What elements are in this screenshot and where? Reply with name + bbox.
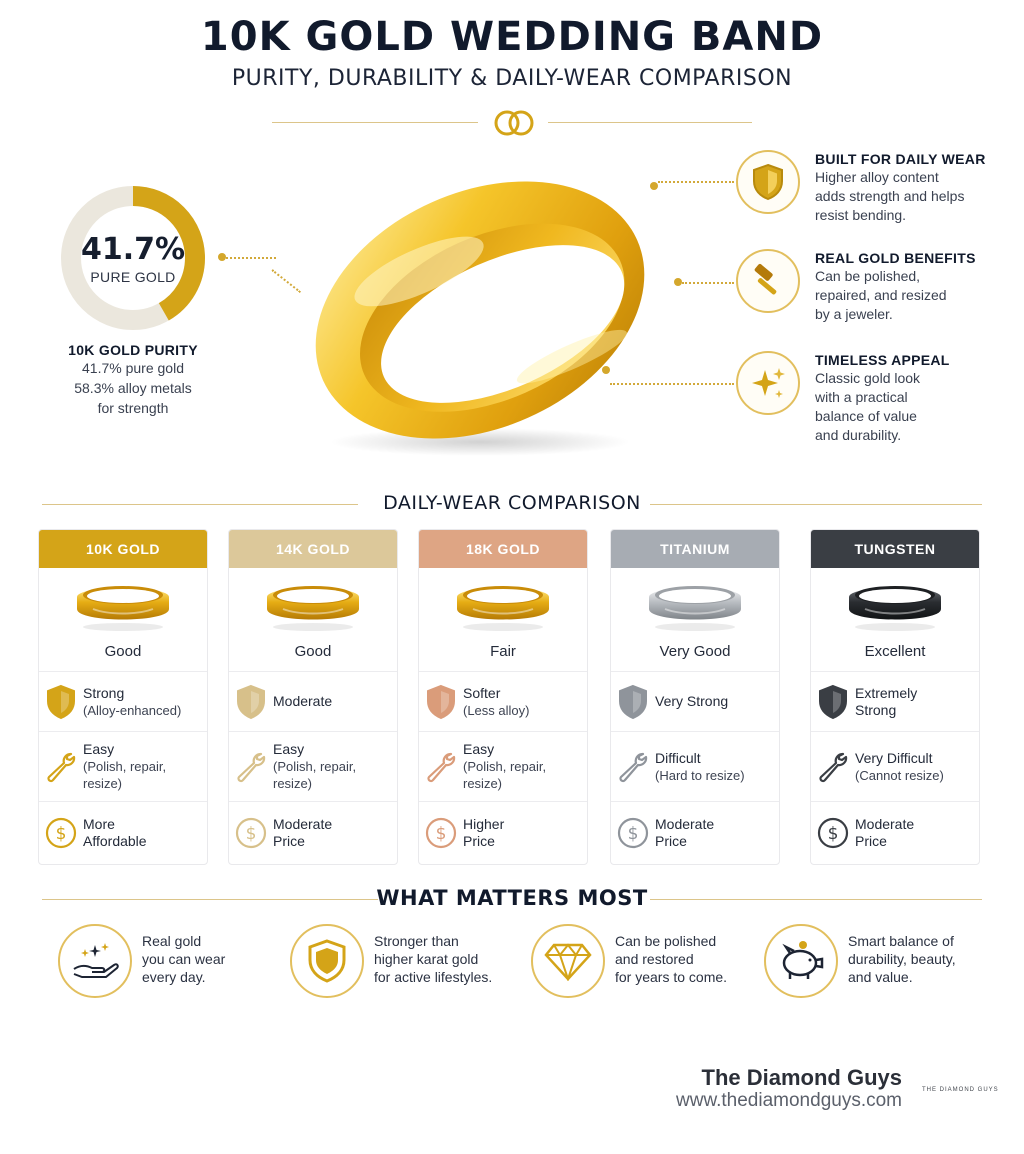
repair-sub: (Polish, repair,	[83, 759, 167, 774]
matter-line: higher karat gold	[374, 951, 479, 967]
connector-line	[610, 383, 734, 385]
repair-label: Easy	[463, 741, 495, 757]
feature-title: REAL GOLD BENEFITS	[815, 250, 976, 266]
price-label: Price	[273, 833, 305, 849]
card-ring-image	[229, 568, 397, 638]
svg-text:$: $	[245, 824, 257, 844]
matter-item-strength	[290, 924, 520, 1000]
card-price-row	[39, 802, 207, 864]
repair-sub: resize)	[83, 776, 123, 791]
repair-sub: resize)	[273, 776, 313, 791]
connector-line	[658, 181, 734, 183]
purity-label: PURE GOLD	[90, 268, 176, 285]
price-label: Price	[855, 833, 887, 849]
strength-label: Moderate	[273, 693, 333, 709]
sparkle-icon	[736, 351, 800, 415]
purity-line: for strength	[97, 400, 169, 416]
page-title: 10K GOLD WEDDING BAND	[200, 14, 824, 60]
price-label: Moderate	[855, 816, 915, 832]
card-rating: Good	[39, 638, 207, 672]
card-strength-row	[39, 672, 207, 732]
interlocked-rings-icon	[489, 108, 539, 138]
matter-line: and restored	[615, 951, 694, 967]
dollar-icon	[39, 817, 83, 849]
purity-title: 10K GOLD PURITY	[68, 342, 198, 358]
price-label: Price	[463, 833, 495, 849]
strength-label: Very Strong	[655, 693, 729, 709]
repair-sub: resize)	[463, 776, 503, 791]
connector-dot	[218, 253, 226, 261]
price-label: Moderate	[655, 816, 715, 832]
feature-desc: adds strength and helps	[815, 188, 965, 204]
strength-sub: (Less alloy)	[463, 702, 530, 718]
repair-sub: (Hard to resize)	[655, 767, 745, 783]
dollar-icon	[229, 817, 273, 849]
price-label: Moderate	[273, 816, 333, 832]
repair-sub: (Polish, repair,	[273, 759, 357, 774]
repair-sub: (Cannot resize)	[855, 767, 944, 783]
card-strength-row	[229, 672, 397, 732]
svg-text:$: $	[55, 824, 67, 844]
matter-item-wear	[58, 924, 288, 1000]
matter-line: Smart balance of	[848, 933, 954, 949]
comparison-card	[418, 529, 588, 865]
card-price-row	[611, 802, 779, 864]
feature-desc: balance of value	[815, 408, 917, 424]
card-repair-row	[611, 732, 779, 802]
title-divider-right	[548, 122, 752, 123]
purity-description	[38, 342, 228, 418]
card-rating: Very Good	[611, 638, 779, 672]
wrench-icon	[811, 751, 855, 783]
price-label: Higher	[463, 816, 505, 832]
card-header: TUNGSTEN	[811, 530, 979, 568]
brand-url[interactable]: www.thediamondguys.com	[676, 1090, 902, 1111]
matter-line: and value.	[848, 969, 913, 985]
card-strength-row	[811, 672, 979, 732]
hammer-icon	[736, 249, 800, 313]
card-header: 14K GOLD	[229, 530, 397, 568]
diamond-icon	[531, 924, 605, 998]
dollar-icon	[611, 817, 655, 849]
repair-label: Difficult	[655, 749, 701, 766]
feature-desc: Classic gold look	[815, 370, 921, 386]
strength-label: Extremely	[855, 684, 918, 701]
purity-line: 58.3% alloy metals	[74, 380, 192, 396]
svg-text:$: $	[435, 824, 447, 844]
comparison-card	[38, 529, 208, 865]
purity-line: 41.7% pure gold	[82, 360, 184, 376]
brand-name: The Diamond Guys	[701, 1065, 902, 1090]
wrench-icon	[229, 751, 273, 783]
card-price-row	[419, 802, 587, 864]
purity-percent: 41.7%	[80, 231, 186, 267]
purity-donut-center	[60, 185, 206, 331]
feature-desc: resist bending.	[815, 207, 907, 223]
price-label: Affordable	[83, 833, 147, 849]
connector-dot	[602, 366, 610, 374]
feature-desc: with a practical	[815, 389, 908, 405]
hand-sparkle-icon	[58, 924, 132, 998]
title-divider-left	[272, 122, 478, 123]
strength-sub: (Alloy-enhanced)	[83, 702, 182, 718]
matter-line: Stronger than	[374, 933, 459, 949]
card-repair-row	[229, 732, 397, 802]
price-label: Price	[655, 833, 687, 849]
wrench-icon	[419, 751, 463, 783]
shield-icon	[736, 150, 800, 214]
matters-title: WHAT MATTERS MOST	[376, 886, 648, 910]
repair-label: Very Difficult	[855, 749, 933, 766]
matter-line: for years to come.	[615, 969, 728, 985]
shield-icon	[229, 684, 273, 720]
comparison-card	[810, 529, 980, 865]
shield-icon	[39, 684, 83, 720]
feature-title: BUILT FOR DAILY WEAR	[815, 151, 986, 167]
comparison-card	[228, 529, 398, 865]
connector-dot	[650, 182, 658, 190]
strength-label: Softer	[463, 684, 501, 701]
feature-desc: Can be polished,	[815, 268, 921, 284]
repair-label: Easy	[83, 741, 115, 757]
svg-text:$: $	[827, 824, 839, 844]
feature-desc: and durability.	[815, 427, 902, 443]
repair-label: Easy	[273, 741, 305, 757]
card-rating: Excellent	[811, 638, 979, 672]
piggy-bank-icon	[764, 924, 838, 998]
shield-icon	[419, 684, 463, 720]
wrench-icon	[39, 751, 83, 783]
gold-wedding-band-image	[290, 160, 670, 460]
card-ring-image	[611, 568, 779, 638]
card-strength-row	[611, 672, 779, 732]
card-header: 10K GOLD	[39, 530, 207, 568]
matter-line: you can wear	[142, 951, 226, 967]
matter-line: every day.	[142, 969, 206, 985]
feature-desc: Higher alloy content	[815, 169, 939, 185]
matter-line: for active lifestyles.	[374, 969, 493, 985]
feature-desc: repaired, and resized	[815, 287, 947, 303]
svg-text:$: $	[627, 824, 639, 844]
shield-icon	[290, 924, 364, 998]
page-subtitle: PURITY, DURABILITY & DAILY-WEAR COMPARISON	[231, 66, 793, 91]
matter-line: Real gold	[142, 933, 202, 949]
wrench-icon	[611, 751, 655, 783]
card-rating: Good	[229, 638, 397, 672]
matter-item-value	[764, 924, 994, 1000]
card-price-row	[811, 802, 979, 864]
matter-item-polish	[531, 924, 761, 1000]
dollar-icon	[811, 817, 855, 849]
matter-line: Can be polished	[615, 933, 717, 949]
comparison-card	[610, 529, 780, 865]
strength-sub: Strong	[855, 701, 897, 718]
brand-logo: THE DIAMOND GUYS	[922, 1087, 999, 1093]
connector-line	[682, 282, 734, 284]
card-strength-row	[419, 672, 587, 732]
feature-title: TIMELESS APPEAL	[815, 352, 950, 368]
shield-icon	[811, 684, 855, 720]
dollar-icon	[419, 817, 463, 849]
feature-desc: by a jeweler.	[815, 306, 893, 322]
card-repair-row	[419, 732, 587, 802]
comparison-title: DAILY-WEAR COMPARISON	[383, 492, 641, 514]
card-price-row	[229, 802, 397, 864]
card-header: TITANIUM	[611, 530, 779, 568]
shield-icon	[611, 684, 655, 720]
card-rating: Fair	[419, 638, 587, 672]
card-ring-image	[419, 568, 587, 638]
price-label: More	[83, 816, 115, 832]
card-ring-image	[811, 568, 979, 638]
matter-line: durability, beauty,	[848, 951, 956, 967]
card-repair-row	[811, 732, 979, 802]
strength-label: Strong	[83, 684, 125, 701]
repair-sub: (Polish, repair,	[463, 759, 547, 774]
connector-line	[226, 257, 276, 259]
card-ring-image	[39, 568, 207, 638]
connector-dot	[674, 278, 682, 286]
card-repair-row	[39, 732, 207, 802]
card-header: 18K GOLD	[419, 530, 587, 568]
